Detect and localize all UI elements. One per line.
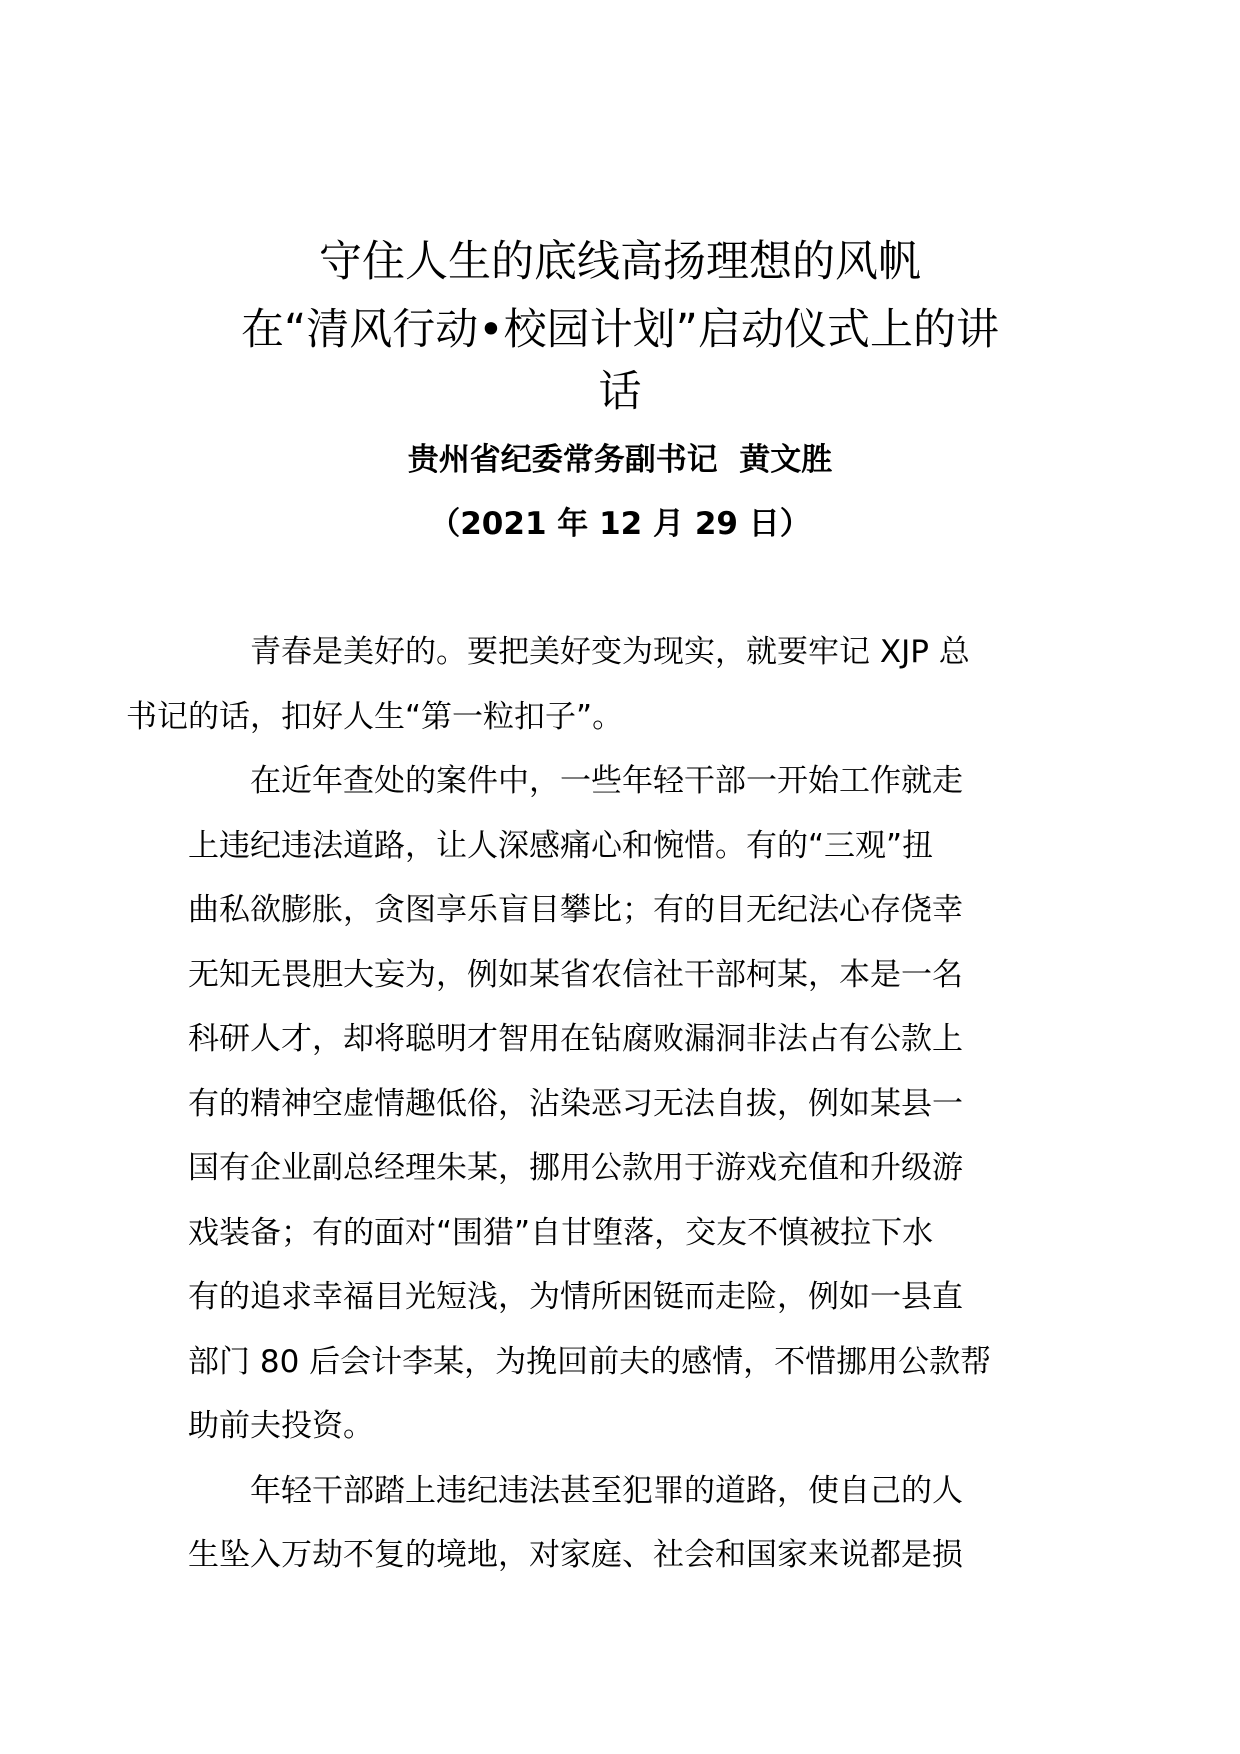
paragraph-line: 部门 80 后会计李某，为挽回前夫的感情，不惜挪用公款帮 — [188, 1343, 992, 1380]
paragraph-line: 在近年查处的案件中，一些年轻干部一开始工作就走 — [250, 763, 963, 799]
paragraph-line: 生坠入万劫不复的境地，对家庭、社会和国家来说都是损 — [188, 1537, 963, 1573]
title-line-3: 话 — [598, 367, 642, 417]
paragraph-line: 助前夫投资。 — [188, 1408, 374, 1444]
paragraph-2 — [188, 749, 1052, 1459]
title-line-1: 守住人生的底线高扬理想的风帆 — [319, 237, 921, 287]
paragraph-line: 有的追求幸福目光短浅，为情所困铤而走险，例如一县直 — [188, 1279, 963, 1315]
paragraph-1 — [126, 620, 1052, 749]
paragraph-line: 无知无畏胆大妄为，例如某省农信社干部柯某，本是一名 — [188, 956, 963, 993]
title-line-2: 在“清风行动•校园计划”启动仪式上的讲 — [241, 305, 999, 355]
paragraph-line: 科研人才，却将聪明才智用在钻腐败漏洞非法占有公款上 — [188, 1021, 963, 1057]
paragraph-line: 青春是美好的。要把美好变为现实，就要牢记 XJP 总 — [250, 634, 970, 670]
paragraph-line: 有的精神空虚情趣低俗，沾染恶习无法自拔，例如某县一 — [188, 1085, 963, 1122]
paragraph-line: 上违纪违法道路，让人深感痛心和惋惜。有的“三观”扭 — [188, 827, 934, 864]
paragraph-line: 曲私欲膨胀，贪图享乐盲目攀比；有的目无纪法心存侥幸 — [188, 892, 963, 928]
speech-date: （2021 年 12 月 29 日） — [429, 506, 811, 542]
paragraph-3 — [188, 1459, 1052, 1588]
body-text — [126, 620, 1052, 1588]
paragraph-line: 戏装备；有的面对“围猎”自甘堕落，交友不慎被拉下水 — [188, 1214, 934, 1251]
paragraph-line: 书记的话，扣好人生“第一粒扣子”。 — [126, 698, 624, 735]
paragraph-line: 年轻干部踏上违纪违法甚至犯罪的道路，使自己的人 — [250, 1472, 963, 1509]
author-line: 贵州省纪委常务副书记 黄文胜 — [407, 442, 833, 478]
paragraph-line: 国有企业副总经理朱某，挪用公款用于游戏充值和升级游 — [188, 1150, 963, 1186]
